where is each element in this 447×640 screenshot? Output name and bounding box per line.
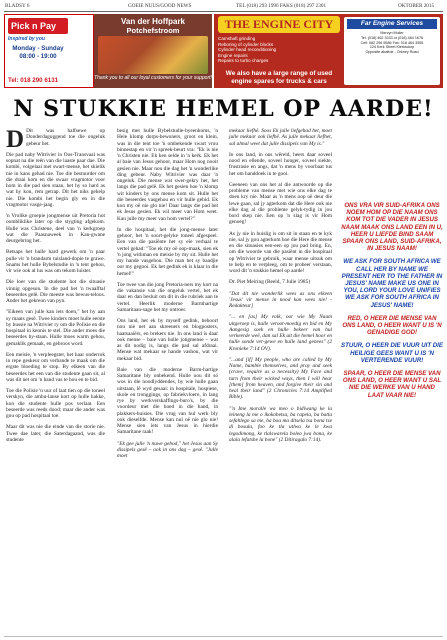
page-number: BLADSY 6 — [5, 3, 30, 9]
used-spares-note: We also have a large range of used engine spares for trucks & cars — [225, 70, 333, 85]
pick-n-pay-ad — [4, 14, 94, 88]
paragraph: besig met hulle Bybelstudie-byeenkoms, 'n Hele klomp dorps-bewoners, groot en klein, was in die tent toe 'n ombekende swart vrou binnestap en vir 'n spreek-beurt vra: "Ek is nie 'n Christen nie. Ek ken selde in 'n kerk. Ek het al baie van Jesus gehoor, maar Hom nog nooit gesien nie. Maar nou die dag het 'n wonderlike ding gebeur. Naby Witrivier was daar 'n ongeluk. Die mense wat swer-gekry het, het langs die pad gelê. Ek het gesien hoe 'n klomp wit kinders by ons mense kom sit. Hulle het die beseerdes vasgehou en vir hulle gebid. Ek kon my oë nie glo nie! Daar langs die pad het ek Jesus gesien. Ek wil meer van Hom weet. Kan julle my meer van hom vertel?" — [117, 128, 218, 222]
service-item: Cylinder head reconditioning — [218, 47, 277, 53]
far-engine-contact — [347, 31, 437, 55]
hoffpark-thanks: Thank you to all our loyal customers for your support! — [94, 75, 212, 81]
paper-name: GOEIE NUUS/GOOD NEWS — [128, 3, 192, 9]
service-item: Engine repairs — [218, 52, 248, 58]
paragraph: In ons land, in ons wêreld, heers daar soveel nood en ellende, soveel honger, soveel siekte, frustrasie en angs, dat 'n mens by voorbaat tus het om handdoek in te gooi. — [229, 151, 332, 177]
pick-n-pay-slogan: Inspired by you — [8, 36, 45, 42]
article-column-2 — [117, 128, 218, 464]
opening-times: 08:00 - 19:00 — [19, 52, 57, 60]
prayer-fire: STUUR, O HEER DIE VUUR UIT DIE HEILIGE GEES WANT U IS 'N VERTERENDE VUUR! — [341, 342, 443, 364]
contact-line: 124 Kerk Street Klerksdorp — [369, 45, 415, 50]
drop-cap: D — [6, 126, 25, 153]
paragraph: Toe die Polisie 'n uur of laat tien op die toneel verskyn, die ambu-lanse kort op hulle hakke, kon die studente hulle pos verlaat. Een beseerde was reeds dood; maar die ander was gou op pad hospitaal toe. — [6, 388, 105, 419]
scripture-afrikaans: "... en [as] My volk, oor wie My Naam uitgeroep is, hulle veroot-moedig en bid en My Aangesig soek en hulle bekeer van hul verkeerde weë, dan sal Ek uit die hemel hoor en hulle sonde ver-gewe en hulle land genees" (2 Kronieke 7:14 OV). — [229, 314, 332, 352]
paragraph: "Eikeen van julle kan iets doen," het hy aan sy maats gesê. Twee kinders moet hulle eerste by bussie na Witrivier ry om die Polisie en die hospitaal in kennis te stel. Die ander moes die beseerdes by-staan. Hulle moes warm gehou, gemaklik gemaak, en gebroos word. — [6, 309, 105, 347]
engine-city-title: THE ENGINE CITY — [218, 16, 340, 33]
article-column-1 — [6, 128, 105, 448]
pick-n-pay-logo: Pick n Pay — [8, 18, 68, 34]
paragraph: Een meisie, 'n verpleegster, het haar onderrok in repe geskeur om verbande te maak om die ergste bloeding te stop. By elkeen van die beseerdes het een van die studente gaan sit, al was dit net om 'n hand vas te hou en te bid. — [6, 351, 105, 383]
editor-note: "Dat dit nie wonderlik wees as ons elkeen 'Jesus' vir mense in nood kan wees nie! - Redakteur] — [229, 290, 332, 309]
hoffpark-ad — [94, 14, 212, 88]
scripture-setswana: "'n Ime moralle wa meo o bidiwang ke la leineng la me o ikokobetsa, ba rapela, ba batla sefahlego sa me, ba boa ma ditsela tsa bona tse di bosula, foo ke tla utlwa ke le kwa legodimong, ke tlalswarela boleo jwa bona, ke alala lefatshe la bone" (2 Ditiragalo 7:14). — [229, 405, 332, 443]
article-headline: N STUKKIE HEMEL OP AARDE! — [13, 96, 434, 122]
paragraph — [6, 126, 105, 153]
paragraph: As jy nie in huislig is om sit in staan en te kyk nie, sal jy gou agterkom hoe die Here die mense en die situasies een-een op jou pad bring. En, om die woorde van die pasiënt in die hospitaal op Witrivier te gebruik, waar mense uitsuk om te help en te verpleeg, om te probeer verstaan, word dit 'n stukkie hemel op aarde! — [229, 230, 332, 274]
paragraph: Die pad naby Witrivier in Oos-Transvaal was sopnat na die reën van die laaste paar dae. Die kombi, volgelaai met swart-mense, het skielik nie in kans gehad nie. Toe die bestuurder om die draai kom en die swaar vragmotor voor hom in die pad sien staan, het hy so hard as wat hy kon, rem getrap. Dit het niks gehelp nie. Die kombi het begin gly en in die vragmotor vasge-jaag. — [6, 151, 105, 208]
service-item: Reboring of cylinder blocks — [218, 41, 274, 47]
paragraph-text: Dit was halfsewe op Donderdagoggend toe die ongeluk gebeur het. — [26, 128, 105, 147]
engine-services-list — [218, 36, 338, 64]
prayer-afrikaans: ONS VRA VIR SUID-AFRIKA ONS NOEM HOM OP DIE NAAM ONS KOM TOT DIE VADER IN JESUS NAAM MAAK ONS LAND EEN IN U, HEER U LIEFDE BIND SAAM SPAAR ONS LAND, SUID-AFRIKA, IN JESUS NAAM! — [341, 202, 443, 253]
paragraph: Betsaps het hulle hard gewerk om 'n paar pulle vir 'n brandarm tuisland-dopie te grawe. Snams het hulle Bybelstudie in 'n tent gehou, vir wie ook al lus was om tekom luister. — [6, 249, 105, 274]
prayer-panel — [341, 202, 443, 634]
article-byline: Dr. Piet Meiring (Beeld, 7 Julie 1985) — [229, 279, 311, 286]
paragraph: Toe twee van die jong Pretoria-ners my kort na die vakansie van die ongeluk vertel, het ek daar en dan besluit om dit in die rubriek aan te vertel. Heerlik moderne Barmhartige Samaritaan-sage het my ontroer. — [117, 281, 218, 313]
footer-rule — [4, 636, 443, 637]
contact-line: Tel: (018) 462 3333 or (018) 464 1676 — [360, 35, 424, 40]
page-header — [0, 0, 447, 12]
contact-line: Opposite abattoir - Orkney Road — [365, 50, 419, 55]
far-engine-box — [344, 17, 440, 85]
contact-info: TEL (018) 293 1996 FAKS (018) 297 2301 — [236, 3, 327, 9]
paragraph: Geeneen van ons het al die antwoorde op die probleme van mense met wie ons elke dag te doen kry nie. Maar as 'n mens oop oë deur die lewe gaan, sal jy agterkom dat die Here ook nie elke dag al die probleme gelyk-tydig in jou bord skep nie. Een op 'n slag is vir Hom genoeg! — [229, 181, 332, 226]
prayer-english: WE ASK FOR SOUTH AFRICA WE CALL HER BY NAME WE PRESENT HER TO THE FATHER IN JESUS' NAME MAKE US ONE IN YOU, LORD YOUR LOVE UNIFIES WE ASK FOR SOUTH AFRICA IN JESUS' NAME! — [341, 258, 443, 309]
opening-hours — [8, 45, 68, 60]
paragraph: Ons land, het ek by myself gedink, behoort nou nie net aan skreeuers en blogposters, haatsaaiërs, en brekers nie. In ons land is daar ook mense – baie van hulle jongmense – wat as dit nodig is, langs die pad sal afdraai. Mense wat mekaar se hande vashou, wat vir mekaar bid. — [117, 318, 218, 362]
article-column-3 — [229, 128, 332, 448]
header-rule — [4, 11, 443, 12]
engine-city-ad — [214, 14, 443, 88]
paragraph: Baie van die moderne Barm-hartige Samaritane bly onbekend. Hulle oou dit só wos in die noodlyddendes, by wie hulle gaan uitstaan, lê wyd gesaai: in hospitale, hospiese, skole en tronggings, op fabriekvloere, in lang rye by werkverskaffings-buro's, by die voordeur met die hoed in die hand, in plakkers-huisies. Die vrug van hul werk bly ook dieselfde. Mense kan nul oë nie glo nie! Mense sien iets van Jesus in hierdie Samaritane raak! — [117, 366, 218, 436]
prayer-save-people: RED, O HEER DIE MENSE VAN ONS LAND, O HEER WANT U IS 'N GENADIGE GOD! — [342, 314, 442, 337]
pick-n-pay-phone: Tel: 018 290 6131 — [8, 77, 59, 84]
paragraph: "Ek gee julle 'n nuwe gebod," het Jesus aan Sy dissipels gesê – ook in ons dag – gesê. "Julle moet — [117, 440, 218, 459]
paragraph: mekaar liefhê. Soos Ek julle liefgehad het, moet julle mekaar ook liefhê. As julle mekaar liefhet, sal almal weet dat julle dissipels van My is." — [229, 128, 332, 147]
issue-date: OKTOBER 2015 — [398, 3, 435, 9]
far-engine-title: Far Engine Services — [347, 19, 437, 29]
paragraph: 'n Vrolike groepie jongmense uit Pretoria hot oombliklike later op die stygting afgekom. Hulle was Christene, deel van 'n kerkgroep wat die Paasnaweek in Kan-gwane deurgebring het. — [6, 213, 105, 244]
hoffpark-location: Potchefstroom — [126, 26, 180, 35]
hoffpark-title: Van der Hoffpark — [120, 17, 185, 26]
paragraph: Die loer van die studente hot die situasie vinnig opgeson. In die pad het 'n twaalftal beseerdes gelê. Die meeste was bewus-teloos. Ander het gekreun van pyn. — [6, 279, 105, 304]
prayer-spare: SPAAR, O HEER DIE MENSE VAN ONS LAND, O HEER WANT U SAL NIE DIE WERKE VAN U HAND LAAT VAAR NIE! — [342, 370, 442, 399]
contact-line: Mervyn Muller — [380, 31, 404, 35]
store-photo — [98, 36, 208, 74]
paragraph: In die hospitaal, het die jong-mense later gehoor, het 'n soort-gelyke toneel afgespeel. Een van die pasiënte het sy eie verhaal te vertel gehad: "Toe ek my oë oop-maak, sien ek 'n jong withman en meisie by my sit. Hulle het my hande vasgehou. Die man het sy baadjie oor my gegooi. Ek het gedink ek is klaar in die hemel!" — [117, 226, 218, 277]
contact-line: Cell: 082 296 5586 Fax: 018 464 3555 — [360, 40, 424, 45]
service-item: Camshaft grinding — [218, 36, 256, 41]
opening-days: Monday - Sunday — [12, 45, 64, 52]
service-item: Repairs to turbo charges — [218, 58, 269, 64]
paragraph: Maar dit was nie die einde van die storie nie. Twee dae later, die Saterdagaand, was die studente — [6, 424, 105, 443]
scripture-english: "...and [if] My people, who are called by My Name, humble themselves, and pray and seek (crave, require as a necessity) My Face and turn from their wicked ways, then I will hear [them] from heaven, and forgive their sin and heal their land" (2 Chronicles 7:14 Amplified Bible). — [229, 356, 332, 401]
